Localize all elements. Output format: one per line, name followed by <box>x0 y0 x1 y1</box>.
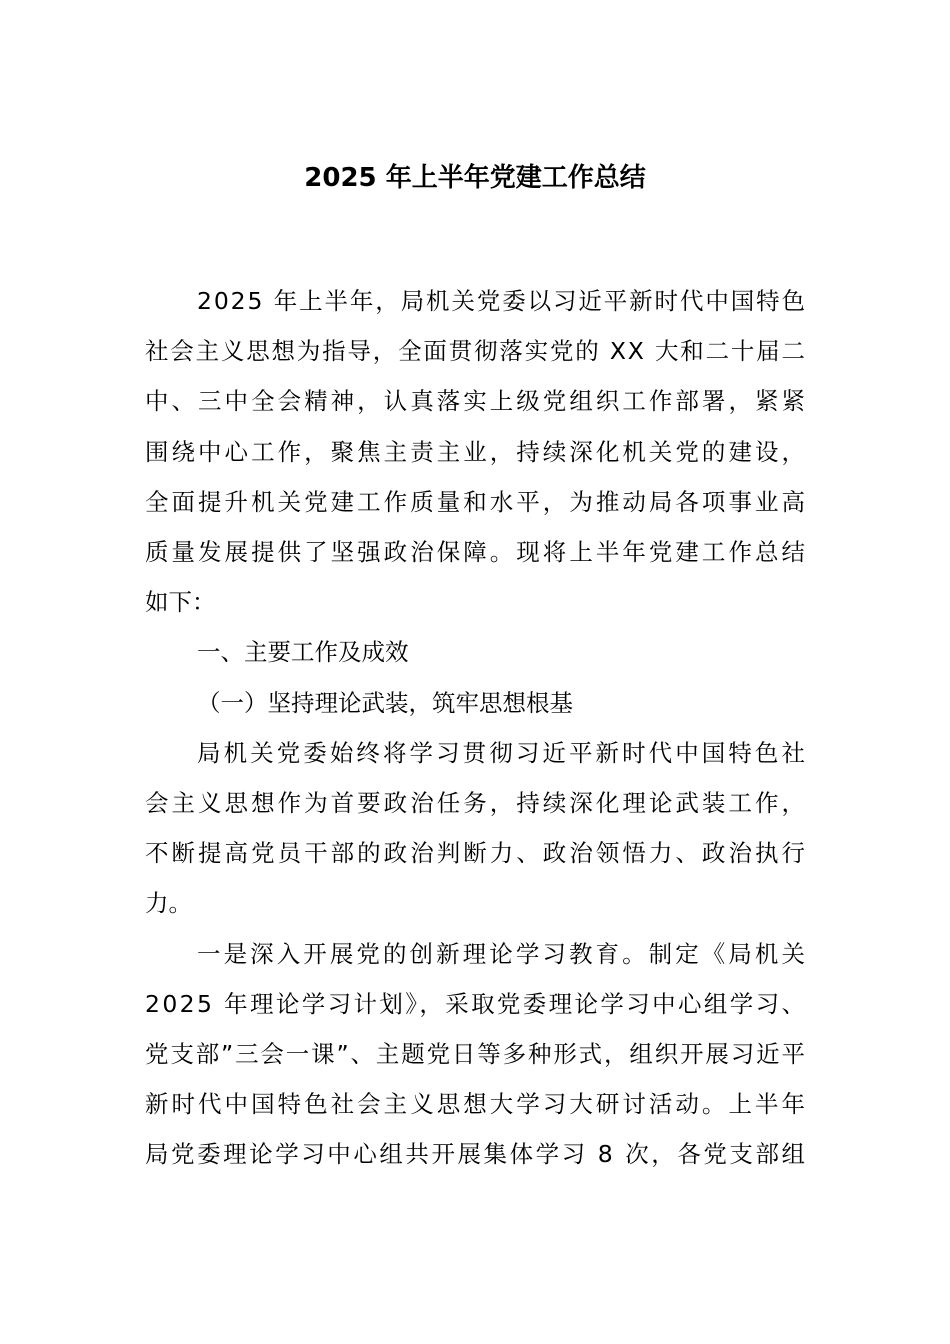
body-line: 党支部”三会一课”、主题党日等多种形式，组织开展习近平 <box>145 1040 807 1068</box>
body-line: 新时代中国特色社会主义思想大学习大研讨活动。上半年 <box>145 1090 809 1119</box>
body-line: 如下： <box>145 588 216 617</box>
body-line: 中、三中全会精神，认真落实上级党组织工作部署，紧紧 <box>145 387 809 416</box>
body-line: 2025 年理论学习计划》，采取党委理论学习中心组学习、 <box>145 989 808 1018</box>
body-line: 全面提升机关党建工作质量和水平，为推动局各项事业高 <box>145 487 809 516</box>
body-line: （一）坚持理论武装，筑牢思想根基 <box>197 688 573 717</box>
body-line: 不断提高党员干部的政治判断力、政治领悟力、政治执行 <box>145 839 809 868</box>
body-line: 社会主义思想为指导，全面贯彻落实党的 XX 大和二十届二 <box>145 337 807 366</box>
body-line: 力。 <box>145 889 192 918</box>
body-line: 局党委理论学习中心组共开展集体学习 8 次，各党支部组 <box>145 1140 808 1169</box>
body-line: 围绕中心工作，聚焦主责主业，持续深化机关党的建设， <box>145 437 809 466</box>
body-line: 一、主要工作及成效 <box>197 638 409 667</box>
body-line: 会主义思想作为首要政治任务，持续深化理论武装工作， <box>145 789 809 817</box>
body-line: 质量发展提供了坚强政治保障。现将上半年党建工作总结 <box>145 538 809 566</box>
document-title: 2025 年上半年党建工作总结 <box>304 163 646 193</box>
body-line: 一是深入开展党的创新理论学习教育。制定《局机关 <box>197 939 809 968</box>
body-line: 局机关党委始终将学习贯彻习近平新时代中国特色社 <box>197 738 809 767</box>
body-line: 2025 年上半年，局机关党委以习近平新时代中国特色 <box>197 287 807 315</box>
